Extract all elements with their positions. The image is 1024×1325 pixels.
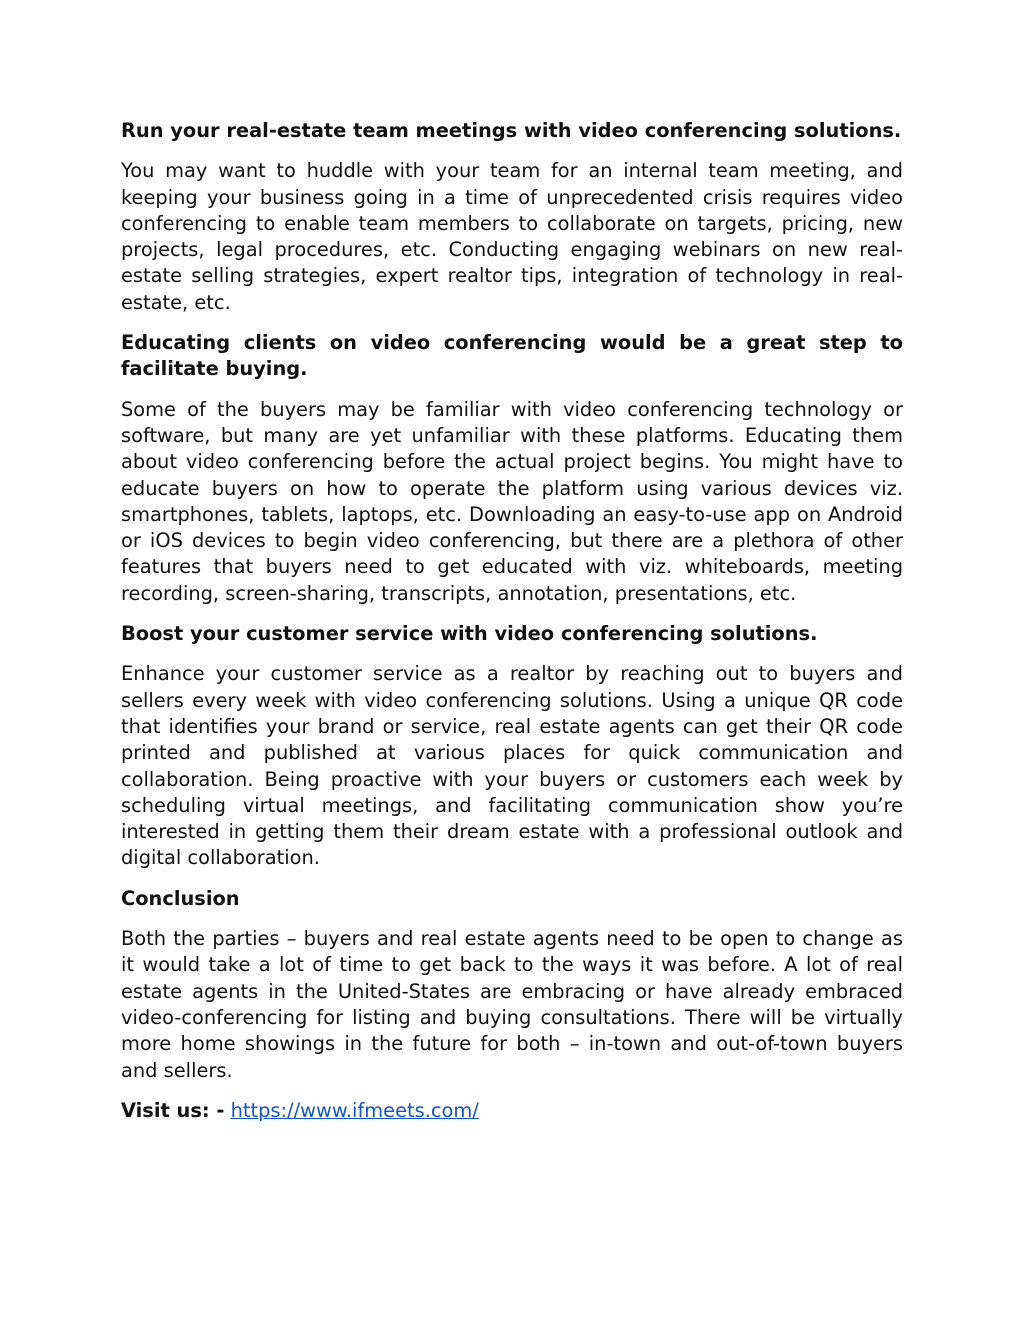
section-body-team-meetings: You may want to huddle with your team for an internal team meeting, and keeping your business going in a time of unprecedented crisis requires video conferencing to enable team members to collaborate on targets, pricing, new projects, legal procedures, etc. Conducting engaging webinars on new real-estate selling strategies, expert realtor tips, integration of technology in real-estate, etc. bbox=[121, 159, 903, 314]
section-heading-educating-clients: Educating clients on video conferencing would be a great step to facilitate buying. bbox=[121, 331, 903, 381]
website-link[interactable]: https://www.ifmeets.com/ bbox=[230, 1098, 479, 1122]
section-body-customer-service: Enhance your customer service as a realtor by reaching out to buyers and sellers every week with video conferencing solutions. Using a unique QR code that identifies your brand or service, real estate agents can get their QR code printed and published at various places for quick communication and collaboration. Being proactive with your buyers or customers each week by scheduling virtual meetings, and facilitating communication show you’re interested in getting them their dream estate with a professional outlook and digital collaboration. bbox=[121, 662, 903, 870]
section-heading-conclusion: Conclusion bbox=[121, 886, 240, 910]
section-body-conclusion: Both the parties – buyers and real estate agents need to be open to change as it would take a lot of time to get back to the ways it was before. A lot of real estate agents in the United-States are embracing or have already embraced video-conferencing for listing and buying consultations. There will be virtually more home showings in the future for both – in-town and out-of-town buyers and sellers. bbox=[121, 927, 903, 1082]
document-page bbox=[121, 118, 903, 1124]
section-body-educating-clients: Some of the buyers may be familiar with video conferencing technology or software, but many are yet unfamiliar with these platforms. Educating them about video conferencing before the actual project begins. You might have to educate buyers on how to operate the platform using various devices viz. smartphones, tablets, laptops, etc. Downloading an easy-to-use app on Android or iOS devices to begin video conferencing, but there are a plethora of other features that buyers need to get educated with viz. whiteboards, meeting recording, screen-sharing, transcripts, annotation, presentations, etc. bbox=[121, 397, 903, 605]
section-heading-team-meetings: Run your real-estate team meetings with video conferencing solutions. bbox=[121, 119, 902, 142]
section-heading-customer-service: Boost your customer service with video conferencing solutions. bbox=[121, 622, 818, 646]
visit-line bbox=[121, 1098, 903, 1124]
visit-label: Visit us: - bbox=[121, 1098, 225, 1122]
